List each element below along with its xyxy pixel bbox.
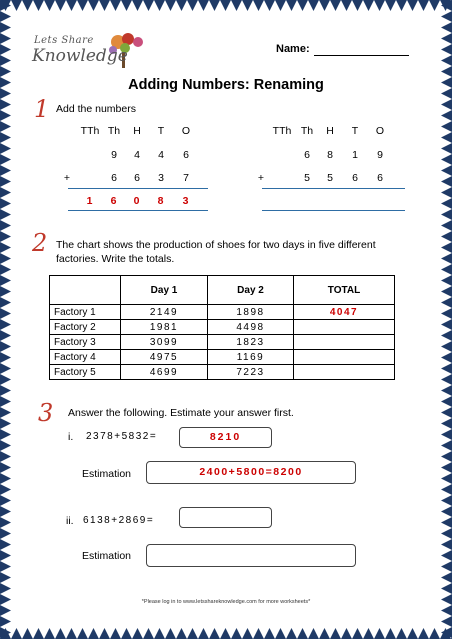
answer-box[interactable]: 8210 (179, 427, 272, 448)
border-triangle (0, 418, 11, 429)
border-triangle (441, 132, 452, 143)
border-triangle (441, 363, 452, 374)
border-triangle (0, 286, 11, 297)
border-triangle (187, 628, 198, 639)
border-triangle (441, 572, 452, 583)
border-triangle (308, 0, 319, 11)
border-triangle (441, 242, 452, 253)
border-triangle (441, 374, 452, 385)
border-triangle (143, 628, 154, 639)
border-triangle (0, 407, 11, 418)
day2-value: 1898 (208, 305, 294, 320)
border-triangle (418, 628, 429, 639)
border-triangle (0, 176, 11, 187)
border-triangle (396, 0, 407, 11)
name-field-line[interactable] (314, 55, 409, 56)
factory-name: Factory 3 (50, 335, 121, 350)
place-value-header: TTh (272, 125, 292, 137)
border-triangle (330, 0, 341, 11)
addend-digit: 6 (183, 149, 189, 161)
addend-digit: 6 (304, 149, 310, 161)
border-triangle (385, 628, 396, 639)
day1-value: 3099 (121, 335, 208, 350)
border-triangle (441, 429, 452, 440)
place-value-header: H (133, 125, 141, 137)
border-triangle (0, 506, 11, 517)
addend-digit: 6 (134, 172, 140, 184)
border-triangle (0, 253, 11, 264)
border-triangle (441, 352, 452, 363)
day2-value: 4498 (208, 320, 294, 335)
border-triangle (429, 628, 440, 639)
border-triangle (0, 385, 11, 396)
table-row (50, 365, 395, 380)
border-triangle (0, 187, 11, 198)
border-triangle (11, 628, 22, 639)
border-triangle (0, 517, 11, 528)
border-triangle (0, 539, 11, 550)
border-triangle (44, 628, 55, 639)
border-triangle (441, 396, 452, 407)
estimation-box[interactable] (146, 544, 356, 567)
section-2-number: 2 (32, 229, 48, 257)
border-triangle (341, 628, 352, 639)
shoes-production-table (49, 275, 395, 380)
total-value[interactable] (294, 335, 395, 350)
section-3-number: 3 (38, 399, 54, 427)
border-triangle (0, 308, 11, 319)
addend-digit: 1 (352, 149, 358, 161)
border-triangle (275, 0, 286, 11)
addend-digit: 9 (377, 149, 383, 161)
border-triangle (165, 628, 176, 639)
factory-name: Factory 4 (50, 350, 121, 365)
border-triangle (88, 628, 99, 639)
border-triangle (0, 319, 11, 330)
border-triangle (0, 451, 11, 462)
border-triangle (0, 473, 11, 484)
border-triangle (0, 462, 11, 473)
border-triangle (242, 628, 253, 639)
border-triangle (143, 0, 154, 11)
border-triangle (441, 33, 452, 44)
border-triangle (385, 0, 396, 11)
addition-expression: 6138+2869= (83, 515, 155, 526)
addend-digit: 3 (158, 172, 164, 184)
sum-rule-top (68, 188, 208, 189)
border-triangle (0, 22, 11, 33)
item-label: i. (68, 431, 74, 443)
border-triangle (0, 209, 11, 220)
border-triangle (231, 628, 242, 639)
border-triangle (77, 628, 88, 639)
addend-digit: 5 (327, 172, 333, 184)
logo-text-bottom: Knowledge (32, 46, 128, 66)
day2-value: 7223 (208, 365, 294, 380)
border-triangle (110, 628, 121, 639)
border-triangle (441, 451, 452, 462)
border-triangle (418, 0, 429, 11)
border-triangle (441, 385, 452, 396)
border-triangle (441, 506, 452, 517)
day2-value: 1823 (208, 335, 294, 350)
footer-note: *Please log in to www.letsshareknowledge.com for more worksheets* (141, 599, 311, 605)
border-triangle (286, 628, 297, 639)
sum-digit[interactable]: 0 (133, 195, 141, 207)
day1-value: 4975 (121, 350, 208, 365)
border-triangle (0, 220, 11, 231)
day1-value: 1981 (121, 320, 208, 335)
border-triangle (441, 319, 452, 330)
border-triangle (0, 275, 11, 286)
table-row (50, 350, 395, 365)
addend-digit: 6 (352, 172, 358, 184)
border-triangle (441, 616, 452, 627)
place-value-header: Th (300, 125, 314, 137)
border-triangle (441, 22, 452, 33)
border-triangle (441, 440, 452, 451)
border-triangle (0, 561, 11, 572)
total-value[interactable] (294, 350, 395, 365)
border-triangle (407, 0, 418, 11)
estimation-label: Estimation (82, 468, 132, 480)
border-triangle (407, 628, 418, 639)
border-triangle (11, 0, 22, 11)
border-triangle (0, 440, 11, 451)
border-triangle (66, 628, 77, 639)
border-triangle (441, 110, 452, 121)
border-triangle (0, 242, 11, 253)
border-triangle (441, 462, 452, 473)
border-triangle (441, 121, 452, 132)
border-triangle (22, 0, 33, 11)
factory-name: Factory 2 (50, 320, 121, 335)
border-triangle (441, 66, 452, 77)
border-triangle (0, 484, 11, 495)
addend-digit: 6 (377, 172, 383, 184)
border-triangle (0, 165, 11, 176)
border-triangle (88, 0, 99, 11)
border-triangle (429, 0, 440, 11)
addition-expression: 2378+5832= (86, 431, 158, 442)
border-triangle (441, 55, 452, 66)
border-triangle (441, 308, 452, 319)
estimation-label: Estimation (82, 550, 132, 562)
border-triangle (0, 132, 11, 143)
border-triangle (441, 143, 452, 154)
border-triangle (0, 616, 11, 627)
sum-digit[interactable]: 6 (110, 195, 118, 207)
border-triangle (0, 110, 11, 121)
border-triangle (0, 396, 11, 407)
border-triangle (0, 143, 11, 154)
border-triangle (441, 44, 452, 55)
border-triangle (0, 11, 11, 22)
addend-digit: 8 (327, 149, 333, 161)
border-triangle (374, 0, 385, 11)
place-value-header: O (181, 125, 191, 137)
border-triangle (286, 0, 297, 11)
border-triangle (22, 628, 33, 639)
logo-text-top: Lets Share (34, 35, 94, 46)
addend-digit: 6 (111, 172, 117, 184)
border-triangle (0, 55, 11, 66)
border-triangle (297, 0, 308, 11)
border-triangle (441, 539, 452, 550)
border-triangle (441, 253, 452, 264)
border-triangle (242, 0, 253, 11)
border-triangle (396, 628, 407, 639)
border-triangle (0, 341, 11, 352)
table-row (50, 320, 395, 335)
border-triangle (297, 628, 308, 639)
border-triangle (441, 583, 452, 594)
section-2-instruction: The chart shows the production of shoes for two days in five different factories. Write the totals. (56, 239, 376, 265)
border-triangle (154, 0, 165, 11)
border-triangle (264, 628, 275, 639)
border-triangle (165, 0, 176, 11)
border-triangle (209, 0, 220, 11)
border-triangle (264, 0, 275, 11)
border-triangle (0, 495, 11, 506)
border-triangle (441, 209, 452, 220)
border-triangle (253, 0, 264, 11)
border-triangle (441, 220, 452, 231)
estimation-box[interactable]: 2400+5800=8200 (146, 461, 356, 484)
border-triangle (441, 198, 452, 209)
plus-sign: + (257, 172, 265, 184)
item-label: ii. (66, 515, 74, 527)
border-triangle (441, 495, 452, 506)
addend-digit: 4 (158, 149, 164, 161)
addend-digit: 9 (111, 149, 117, 161)
total-value[interactable]: 4047 (294, 305, 395, 320)
border-triangle (66, 0, 77, 11)
border-triangle (33, 0, 44, 11)
border-triangle (132, 0, 143, 11)
border-triangle (441, 407, 452, 418)
border-triangle (275, 628, 286, 639)
name-label: Name: (276, 43, 310, 55)
border-triangle (441, 187, 452, 198)
border-triangle (441, 231, 452, 242)
border-triangle (99, 628, 110, 639)
border-triangle (187, 0, 198, 11)
border-triangle (0, 374, 11, 385)
border-triangle (441, 605, 452, 616)
border-triangle (352, 0, 363, 11)
border-triangle (441, 165, 452, 176)
place-value-header: T (351, 125, 359, 137)
border-triangle (176, 0, 187, 11)
border-triangle (33, 628, 44, 639)
border-triangle (330, 628, 341, 639)
border-triangle (441, 418, 452, 429)
border-triangle (0, 99, 11, 110)
border-triangle (441, 528, 452, 539)
border-triangle (441, 561, 452, 572)
border-triangle (0, 198, 11, 209)
border-triangle (0, 44, 11, 55)
border-triangle (0, 66, 11, 77)
addend-digit: 4 (134, 149, 140, 161)
place-value-header: TTh (80, 125, 100, 137)
border-triangle (44, 0, 55, 11)
border-triangle (154, 628, 165, 639)
sum-digit[interactable]: 3 (182, 195, 190, 207)
border-triangle (352, 628, 363, 639)
border-triangle (441, 473, 452, 484)
section-3-instruction: Answer the following. Estimate your answer first. (68, 407, 294, 419)
border-triangle (319, 0, 330, 11)
day1-value: 2149 (121, 305, 208, 320)
addend-digit: 7 (183, 172, 189, 184)
border-triangle (132, 628, 143, 639)
border-triangle (77, 0, 88, 11)
addend-digit: 5 (304, 172, 310, 184)
border-triangle (99, 0, 110, 11)
table-row (50, 305, 395, 320)
border-triangle (198, 0, 209, 11)
place-value-header: H (326, 125, 334, 137)
border-triangle (374, 628, 385, 639)
border-triangle (0, 231, 11, 242)
border-triangle (441, 341, 452, 352)
border-triangle (441, 484, 452, 495)
border-triangle (220, 628, 231, 639)
border-triangle (220, 0, 231, 11)
border-triangle (0, 352, 11, 363)
sum-rule-bottom (68, 210, 208, 211)
border-triangle (110, 0, 121, 11)
table-row (50, 335, 395, 350)
day2-value: 1169 (208, 350, 294, 365)
border-triangle (231, 0, 242, 11)
border-triangle (319, 628, 330, 639)
day1-value: 4699 (121, 365, 208, 380)
border-triangle (121, 0, 132, 11)
border-triangle (441, 11, 452, 22)
border-triangle (363, 628, 374, 639)
border-triangle (0, 605, 11, 616)
border-triangle (55, 0, 66, 11)
border-triangle (0, 264, 11, 275)
border-triangle (441, 286, 452, 297)
table-header-row (50, 276, 395, 305)
factory-name: Factory 5 (50, 365, 121, 380)
border-triangle (0, 33, 11, 44)
section-1-number: 1 (34, 95, 50, 123)
table-header-cell: TOTAL (294, 276, 395, 305)
factory-name: Factory 1 (50, 305, 121, 320)
table-header-cell (50, 276, 121, 305)
sum-digit[interactable]: 1 (86, 195, 94, 207)
border-triangle (441, 275, 452, 286)
border-triangle (253, 628, 264, 639)
border-triangle (0, 121, 11, 132)
place-value-header: O (375, 125, 385, 137)
border-triangle (441, 176, 452, 187)
place-value-header: T (157, 125, 165, 137)
border-triangle (176, 628, 187, 639)
border-triangle (121, 628, 132, 639)
border-triangle (441, 99, 452, 110)
border-triangle (441, 297, 452, 308)
total-value[interactable] (294, 365, 395, 380)
sum-rule-bottom (262, 210, 405, 211)
border-triangle (0, 297, 11, 308)
border-triangle (55, 628, 66, 639)
place-value-header: Th (107, 125, 121, 137)
border-triangle (341, 0, 352, 11)
border-triangle (0, 363, 11, 374)
total-value[interactable] (294, 320, 395, 335)
border-triangle (441, 330, 452, 341)
border-triangle (0, 429, 11, 440)
border-triangle (441, 264, 452, 275)
border-triangle (441, 550, 452, 561)
section-1-instruction: Add the numbers (56, 103, 136, 115)
sum-digit[interactable]: 8 (157, 195, 165, 207)
border-triangle (0, 572, 11, 583)
border-triangle (209, 628, 220, 639)
border-triangle (308, 628, 319, 639)
plus-sign: + (63, 172, 71, 184)
border-triangle (0, 154, 11, 165)
border-triangle (0, 550, 11, 561)
border-triangle (0, 330, 11, 341)
table-header-cell: Day 2 (208, 276, 294, 305)
sum-rule-top (262, 188, 405, 189)
border-triangle (198, 628, 209, 639)
border-triangle (0, 583, 11, 594)
answer-box[interactable] (179, 507, 272, 528)
border-triangle (441, 517, 452, 528)
border-triangle (441, 154, 452, 165)
border-triangle (0, 528, 11, 539)
table-header-cell: Day 1 (121, 276, 208, 305)
border-triangle (363, 0, 374, 11)
worksheet-title: Adding Numbers: Renaming (128, 77, 324, 93)
